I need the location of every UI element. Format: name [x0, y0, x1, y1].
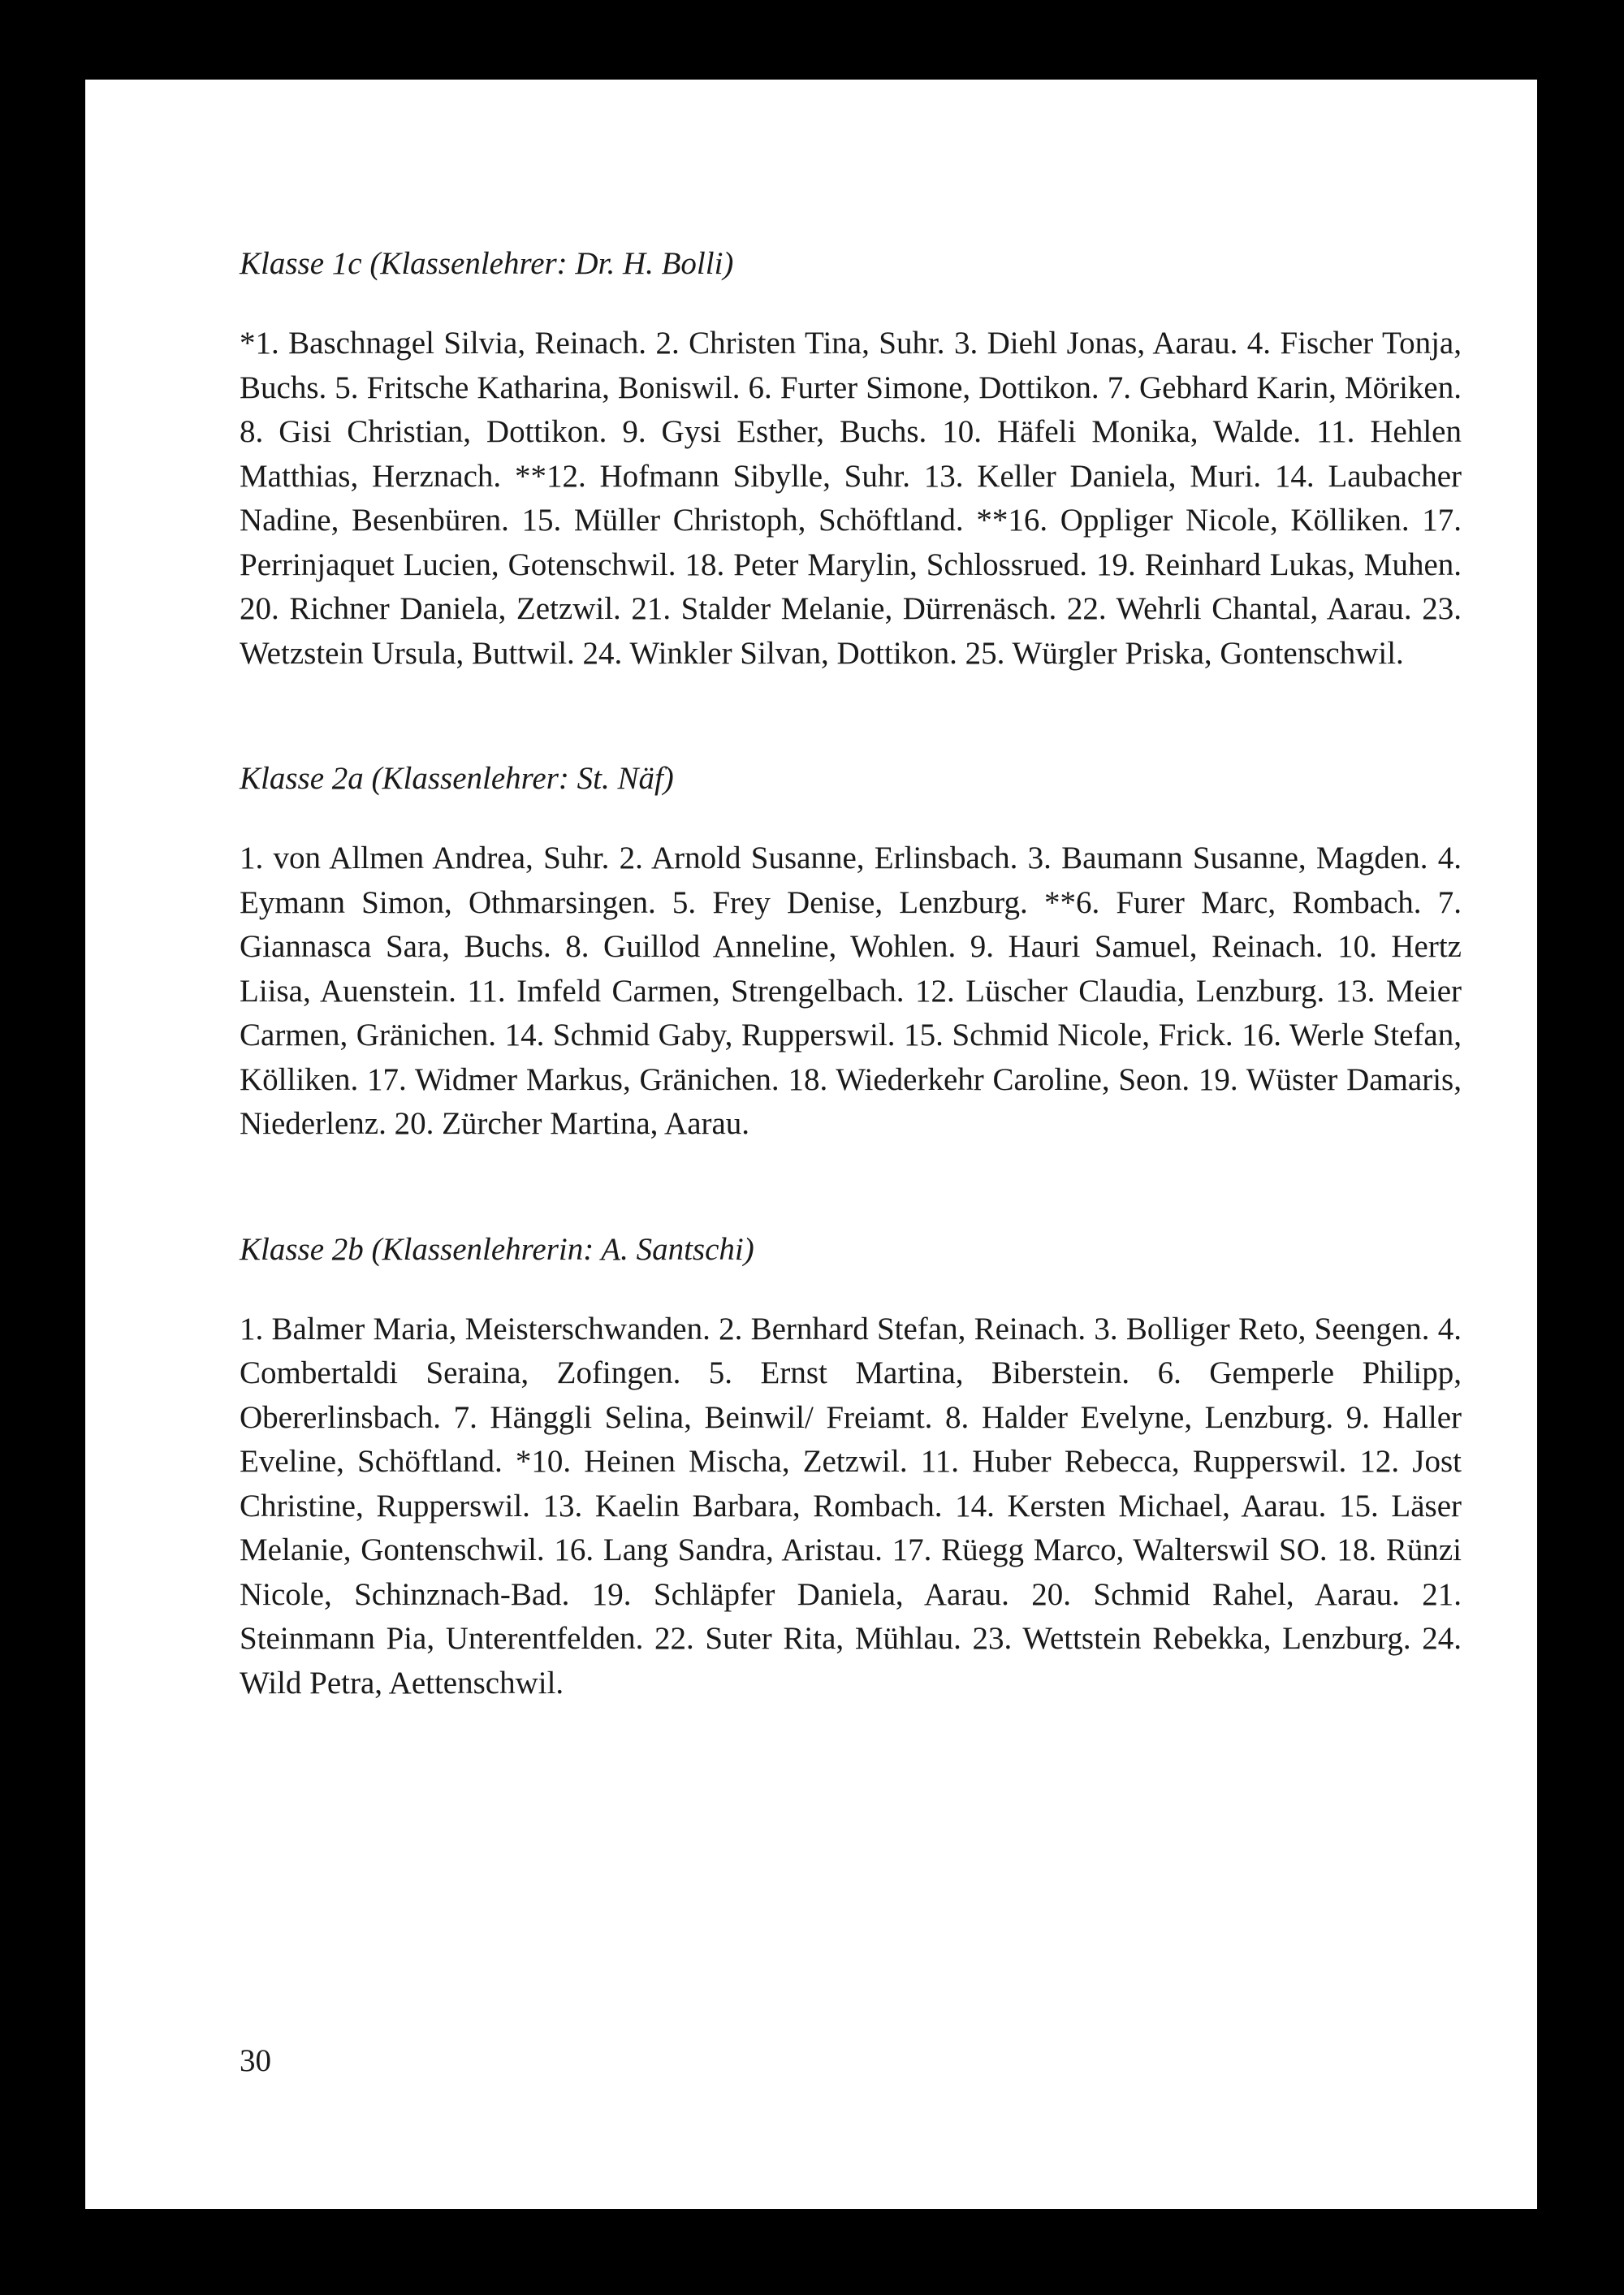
student-list: 1. von Allmen Andrea, Suhr. 2. Arnold Susanne, Erlinsbach. 3. Baumann Susanne, Magden. 4. Eymann Simon, Othmarsingen. 5. Frey Denise, Lenzburg. **6. Furer Marc, Rombach. 7. Giannasca Sara, Buchs. 8. Guillod Anneline, Wohlen. 9. Hauri Samuel, Reinach. 10. Hertz Liisa, Auenstein. 11. Imfeld Carmen, Strengelbach. 12. Lüscher Claudia, Lenzburg. 13. Meier Carmen, Gränichen. 14. Schmid Gaby, Rupperswil. 15. Schmid Nicole, Frick. 16. Werle Stefan, Kölliken. 17. Widmer Markus, Gränichen. 18. Wiederkehr Caroline, Seon. 19. Wüster Damaris, Niederlenz. 20. Zürcher Martina, Aarau. [240, 841, 1462, 1141]
page-content [240, 242, 1462, 1787]
section-heading: Klasse 2b (Klassenlehrerin: A. Santschi) [240, 1231, 754, 1267]
document-page [85, 80, 1537, 2209]
section-heading: Klasse 2a (Klassenlehrer: St. Näf) [240, 761, 674, 796]
student-list: 1. Balmer Maria, Meisterschwanden. 2. Bernhard Stefan, Reinach. 3. Bolliger Reto, Seengen. 4. Combertaldi Seraina, Zofingen. 5. Ernst Martina, Biberstein. 6. Gemperle Philipp, Obererlinsbach. 7. Hänggli Selina, Beinwil/ Freiamt. 8. Halder Evelyne, Lenzburg. 9. Haller Eveline, Schöftland. *10. Heinen Mischa, Zetzwil. 11. Huber Rebecca, Rupperswil. 12. Jost Christine, Rupperswil. 13. Kaelin Barbara, Rombach. 14. Kersten Michael, Aarau. 15. Läser Melanie, Gontenschwil. 16. Lang Sandra, Aristau. 17. Rüegg Marco, Walterswil SO. 18. Rünzi Nicole, Schinznach-Bad. 19. Schläpfer Daniela, Aarau. 20. Schmid Rahel, Aarau. 21. Steinmann Pia, Unterentfelden. 22. Suter Rita, Mühlau. 23. Wettstein Rebekka, Lenzburg. 24. Wild Petra, Aettenschwil. [240, 1311, 1462, 1701]
section-klasse-1c [240, 242, 1462, 676]
section-klasse-2a [240, 757, 1462, 1147]
section-heading: Klasse 1c (Klassenlehrer: Dr. H. Bolli) [240, 246, 734, 281]
student-list: *1. Baschnagel Silvia, Reinach. 2. Christen Tina, Suhr. 3. Diehl Jonas, Aarau. 4. Fischer Tonja, Buchs. 5. Fritsche Katharina, Boniswil. 6. Furter Simone, Dottikon. 7. Gebhard Karin, Möriken. 8. Gisi Christian, Dottikon. 9. Gysi Esther, Buchs. 10. Häfeli Monika, Walde. 11. Hehlen Matthias, Herznach. **12. Hofmann Sibylle, Suhr. 13. Keller Daniela, Muri. 14. Laubacher Nadine, Besenbüren. 15. Müller Christoph, Schöftland. **16. Oppliger Nicole, Kölliken. 17. Perrinjaquet Lucien, Gotenschwil. 18. Peter Marylin, Schlossrued. 19. Reinhard Lukas, Muhen. 20. Richner Daniela, Zetzwil. 21. Stalder Melanie, Dürrenäsch. 22. Wehrli Chantal, Aarau. 23. Wetzstein Ursula, Buttwil. 24. Winkler Silvan, Dottikon. 25. Würgler Priska, Gontenschwil. [240, 326, 1462, 671]
page-number: 30 [240, 2043, 271, 2078]
section-klasse-2b [240, 1228, 1462, 1706]
